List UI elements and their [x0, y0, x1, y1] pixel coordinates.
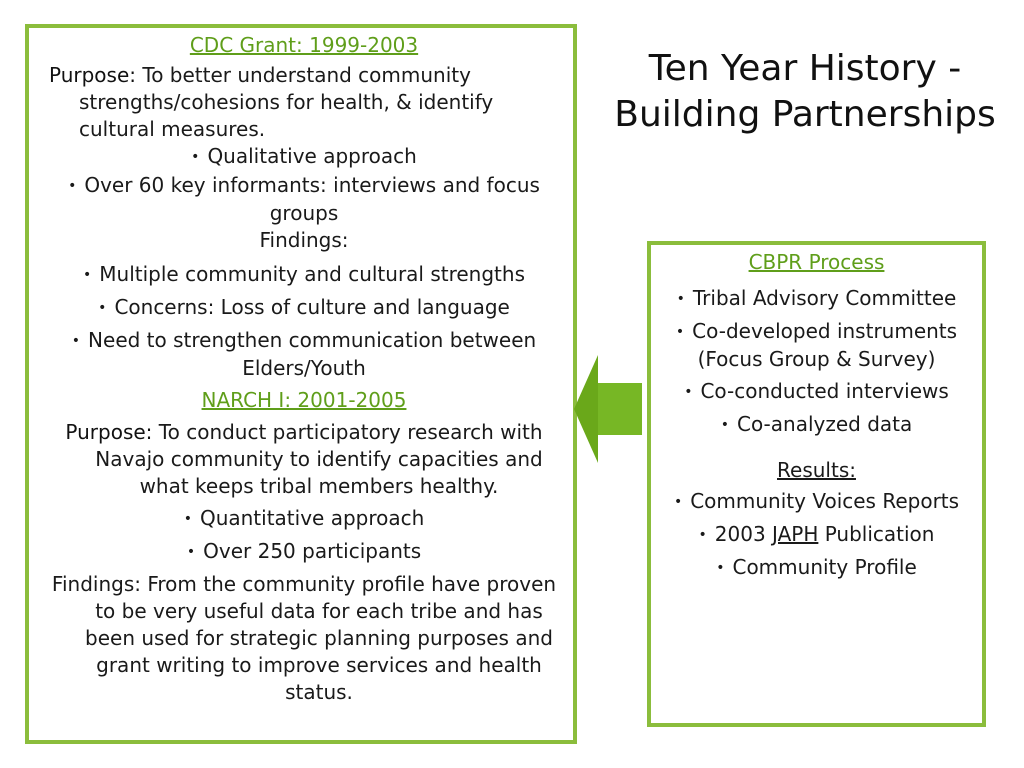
- list-item: • Concerns: Loss of culture and language: [98, 295, 510, 319]
- list-item: • Over 250 participants: [186, 539, 422, 563]
- bullet-icon: •: [98, 300, 107, 316]
- narch-findings: Findings: From the community profile have proven to be very useful data for each tribe and has been used for strategic planning purposes and grant writing to improve services and health status.: [51, 572, 557, 704]
- cdc-findings-bullets: [49, 261, 559, 382]
- bullet-icon: •: [684, 384, 693, 400]
- list-item: • Co-developed instruments (Focus Group & Survey): [675, 319, 958, 371]
- results-bullets: [661, 488, 972, 582]
- bullet-icon: •: [676, 291, 685, 307]
- cdc-narch-panel: [25, 24, 577, 744]
- bullet-icon: •: [720, 417, 729, 433]
- list-item: • Tribal Advisory Committee: [676, 286, 957, 310]
- list-item: • Need to strengthen communication between Elders/Youth: [71, 328, 537, 380]
- cbpr-heading[interactable]: CBPR Process: [748, 250, 885, 274]
- list-item: • Quantitative approach: [183, 506, 425, 530]
- bullet-icon: •: [698, 527, 707, 543]
- cdc-bullets: [49, 143, 559, 227]
- cbpr-panel: [647, 241, 986, 727]
- list-item: • Multiple community and cultural strengths: [83, 262, 525, 286]
- cdc-purpose-text: To better understand community strengths/cohesions for health, & identify cultural measures.: [79, 63, 494, 141]
- bullet-icon: •: [673, 494, 683, 510]
- bullet-icon: •: [71, 333, 81, 349]
- results-label: Results:: [777, 458, 856, 482]
- narch-purpose: [49, 419, 559, 500]
- cdc-purpose-label: Purpose:: [49, 63, 137, 87]
- page-title: Ten Year History - Building Partnerships: [614, 48, 996, 135]
- bullet-icon: •: [186, 544, 196, 560]
- cdc-grant-heading[interactable]: CDC Grant: 1999-2003: [189, 33, 419, 57]
- narch-heading[interactable]: NARCH I: 2001-2005: [201, 388, 407, 412]
- japh-link[interactable]: JAPH: [772, 522, 819, 546]
- narch-bullets: [49, 505, 559, 566]
- bullet-icon: •: [675, 324, 685, 340]
- bullet-icon: •: [716, 560, 725, 576]
- list-item: • Over 60 key informants: interviews and focus groups: [68, 173, 540, 225]
- list-item: • Community Profile: [716, 555, 917, 579]
- list-item: • Qualitative approach: [191, 144, 417, 168]
- bullet-icon: •: [183, 511, 192, 527]
- list-item: • Co-conducted interviews: [684, 379, 949, 403]
- cbpr-bullets: [661, 285, 972, 439]
- narch-purpose-text: To conduct participatory research with Navajo community to identify capacities and what keeps tribal members healthy.: [95, 420, 543, 498]
- narch-purpose-label: Purpose:: [65, 420, 153, 444]
- bullet-icon: •: [68, 178, 77, 194]
- list-item: • 2003 JAPH Publication: [698, 522, 935, 546]
- cdc-findings-label: Findings:: [259, 228, 349, 252]
- left-arrow-icon: [574, 355, 642, 463]
- bullet-icon: •: [191, 149, 200, 165]
- bullet-icon: •: [83, 267, 92, 283]
- list-item: • Community Voices Reports: [673, 489, 960, 513]
- cdc-purpose: [49, 62, 559, 143]
- list-item: • Co-analyzed data: [720, 412, 913, 436]
